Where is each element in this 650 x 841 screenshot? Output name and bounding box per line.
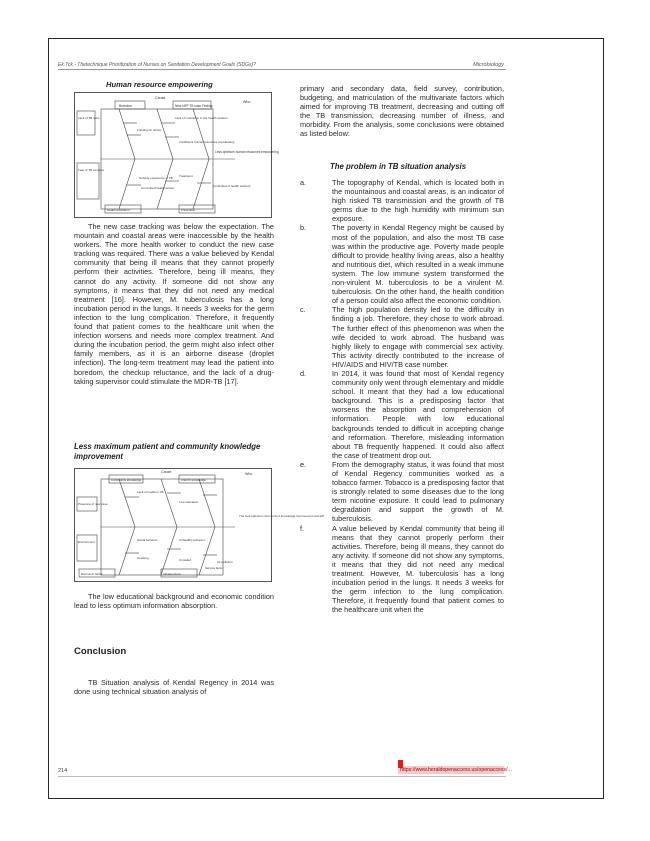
svg-text:Lack of media in TB: Lack of media in TB: [137, 490, 164, 494]
svg-text:Who: Who: [243, 100, 251, 104]
page-number: 214: [58, 768, 68, 774]
svg-text:Nobody experience in TB: Nobody experience in TB: [139, 176, 173, 180]
svg-text:The less optimum community's k: The less optimum community's knowledge improvement and HP: [239, 514, 325, 518]
svg-text:Infrastructure: Infrastructure: [163, 572, 181, 576]
svg-text:Treatment: Treatment: [179, 174, 193, 178]
footer-url-link[interactable]: https://www.heraldopenaccess.us/openaccess/...: [400, 767, 512, 773]
svg-text:Low education: Low education: [179, 500, 199, 504]
svg-text:Less optimum human resources e: Less optimum human resources empowering: [215, 150, 279, 154]
svg-text:Insufficient human resources c: Insufficient human resources coordinating: [179, 140, 235, 144]
figure1-title: Human resource empowering: [106, 80, 213, 89]
fig1-cause-label: Cause: [155, 96, 166, 100]
svg-text:Funding for doctor: Funding for doctor: [137, 128, 162, 132]
svg-text:Lack of motivation in the heal: Lack of motivation in the health workers: [175, 116, 228, 120]
conclusion-paragraph: TB Situation analysis of Kendal Regency in 2014 was done using technical situation analysis of: [74, 678, 274, 697]
svg-text:Community knowledge: Community knowledge: [111, 478, 142, 482]
svg-text:Fear of TB complex: Fear of TB complex: [78, 168, 105, 172]
svg-text:Smoking: Smoking: [137, 556, 149, 560]
svg-text:Health education: Health education: [107, 208, 130, 212]
svg-text:Economic factor: Economic factor: [81, 572, 103, 576]
svg-text:Controlled of health workers: Controlled of health workers: [213, 184, 251, 188]
figure2-fishbone-diagram: [74, 468, 325, 582]
svg-text:Client's knowledge: Client's knowledge: [181, 478, 206, 482]
svg-text:Service factor: Service factor: [205, 566, 224, 570]
right-intro-paragraph: primary and secondary data, field survey, contribution, budgeting, and matriculation of the multivariate factors which aimed for improving TB treatment, decreasing and cutting off the TB transmission, decreasing number of illness, and morbidity. From the analysis, some conclusions were obtained as listed below:: [300, 84, 504, 139]
list-item: d. In 2014, it was found that most of Kendal regency community only went through elementary and middle school. It meant that they had a low educational background. This is a predisposing factor that worsens the absorption and comprehension of information. People with low educational backgrounds tended to difficult in accepting change and reformation. Therefore, misleading information about TB frequently happened. It could also affect the case of treatment drop out.: [300, 368, 504, 460]
list-item: f. A value believed by Kendal community that being ill means that they cannot properly perform their activities. Therefore, being ill means, they cannot do any activity. If someone did not show any symptoms, it means that they did not need any medical treatment. However, M. tuberculosis has a long incubation period in the lungs. It needs 3 weeks for the germ infection to the lung complication. Therefore, it frequently found that patient comes to the healthcare unit when the: [300, 523, 504, 615]
figure1-fishbone-diagram: [74, 92, 279, 218]
svg-text:Social behavior: Social behavior: [137, 538, 158, 542]
svg-text:Crowded: Crowded: [179, 558, 192, 562]
left-paragraph-2: The low educational background and economic condition lead to less optimum information absorption.: [74, 592, 274, 611]
list-item: a. The topography of Kendal, which is located both in the mountainous and coastal areas, is an indicator of high risked TB transmission and the growth of TB germs due to the high humidity with minimum sun exposure.: [300, 178, 504, 224]
list-item: e. From the demography status, it was found that most of Kendal Regency communities worked as a tobacco farmer. Tobacco is a predisposing factor that is strongly related to some diseases due to the long term nicotine exposure. It could lead to pulmonary degradation and support the growth of M. tuberculosis.: [300, 459, 504, 524]
svg-text:Environment: Environment: [78, 540, 95, 544]
problem-list: [300, 178, 504, 615]
figure2-title: Less maximum patient and community knowledge improvement: [74, 442, 261, 461]
svg-text:Committed health worker: Committed health worker: [141, 186, 175, 190]
svg-text:Presence of new case: Presence of new case: [78, 502, 108, 506]
list-item: b. The poverty in Kendal Regency might be caused by most of the population, and also the most TB case was within the productive age. Poverty made people difficult to provide healthy living areas, also a healthy and nutritious diet, which resulted in a weak immune system. The low immune system transformed the non-virulent M. tuberculosis to be a virulent M. tuberculosis. On the other hand, the health condition of a person could also affect the economic condition.: [300, 223, 504, 306]
header-rule: [58, 69, 506, 70]
left-paragraph-1: The new case tracking was below the expectation. The mountain and coastal areas were inaccessible by the health workers. The more health worker to conduct the new case tracking was required. There was a value believed by Kendal community that being ill means that they cannot properly perform their activities. Therefore, being ill means, they cannot do any activity. If someone did not show any symptoms, it means that they did not need any medical treatment [16]. However, M. tuberculosis has a long incubation period in the lungs. It needs 3 weeks for the germ infection to the lung complication. Therefore, it frequently found that patient comes to the healthcare unit when the infection worsens and needs more complex treatment. And during the incubation period, the germ might also infect other family members, as it is an airborne disease (droplet infection). The long-term treatment may lead the patient into boredom, the checkup reluctance, and the lack of a drug-taking supervisor could stimulate the MDR-TB [17].: [74, 222, 274, 386]
running-header: Ek.Tck - Thetechnique Prioritization of Nurses on Sanitation Development Goals (SDGs)?: [58, 62, 256, 68]
list-item: c. The high population density led to the difficulty in finding a job. Therefore, they chose to work abroad. The further effect of this phenomenon was when the wife decided to work abroad. The husband was highly likely to engage with commercial sex activity. This activity directly contributed to the increase of HIV/AIDS and HIV/TB case number.: [300, 305, 504, 369]
journal-name: Microbiology: [473, 62, 504, 68]
svg-text:Cause: Cause: [161, 470, 172, 474]
svg-text:New NFP TB case Finding: New NFP TB case Finding: [175, 104, 213, 108]
svg-text:Air pollution: Air pollution: [217, 560, 233, 564]
footer-rule: [58, 776, 506, 777]
svg-text:Boredom: Boredom: [119, 104, 132, 108]
problem-subheading: The problem in TB situation analysis: [330, 162, 467, 171]
svg-text:Prevention: Prevention: [181, 208, 196, 212]
conclusion-heading: Conclusion: [74, 646, 127, 657]
svg-text:Who: Who: [245, 472, 253, 476]
svg-text:Lack of TB Jobs: Lack of TB Jobs: [78, 116, 100, 120]
svg-text:Unhealthy behavior: Unhealthy behavior: [179, 538, 205, 542]
